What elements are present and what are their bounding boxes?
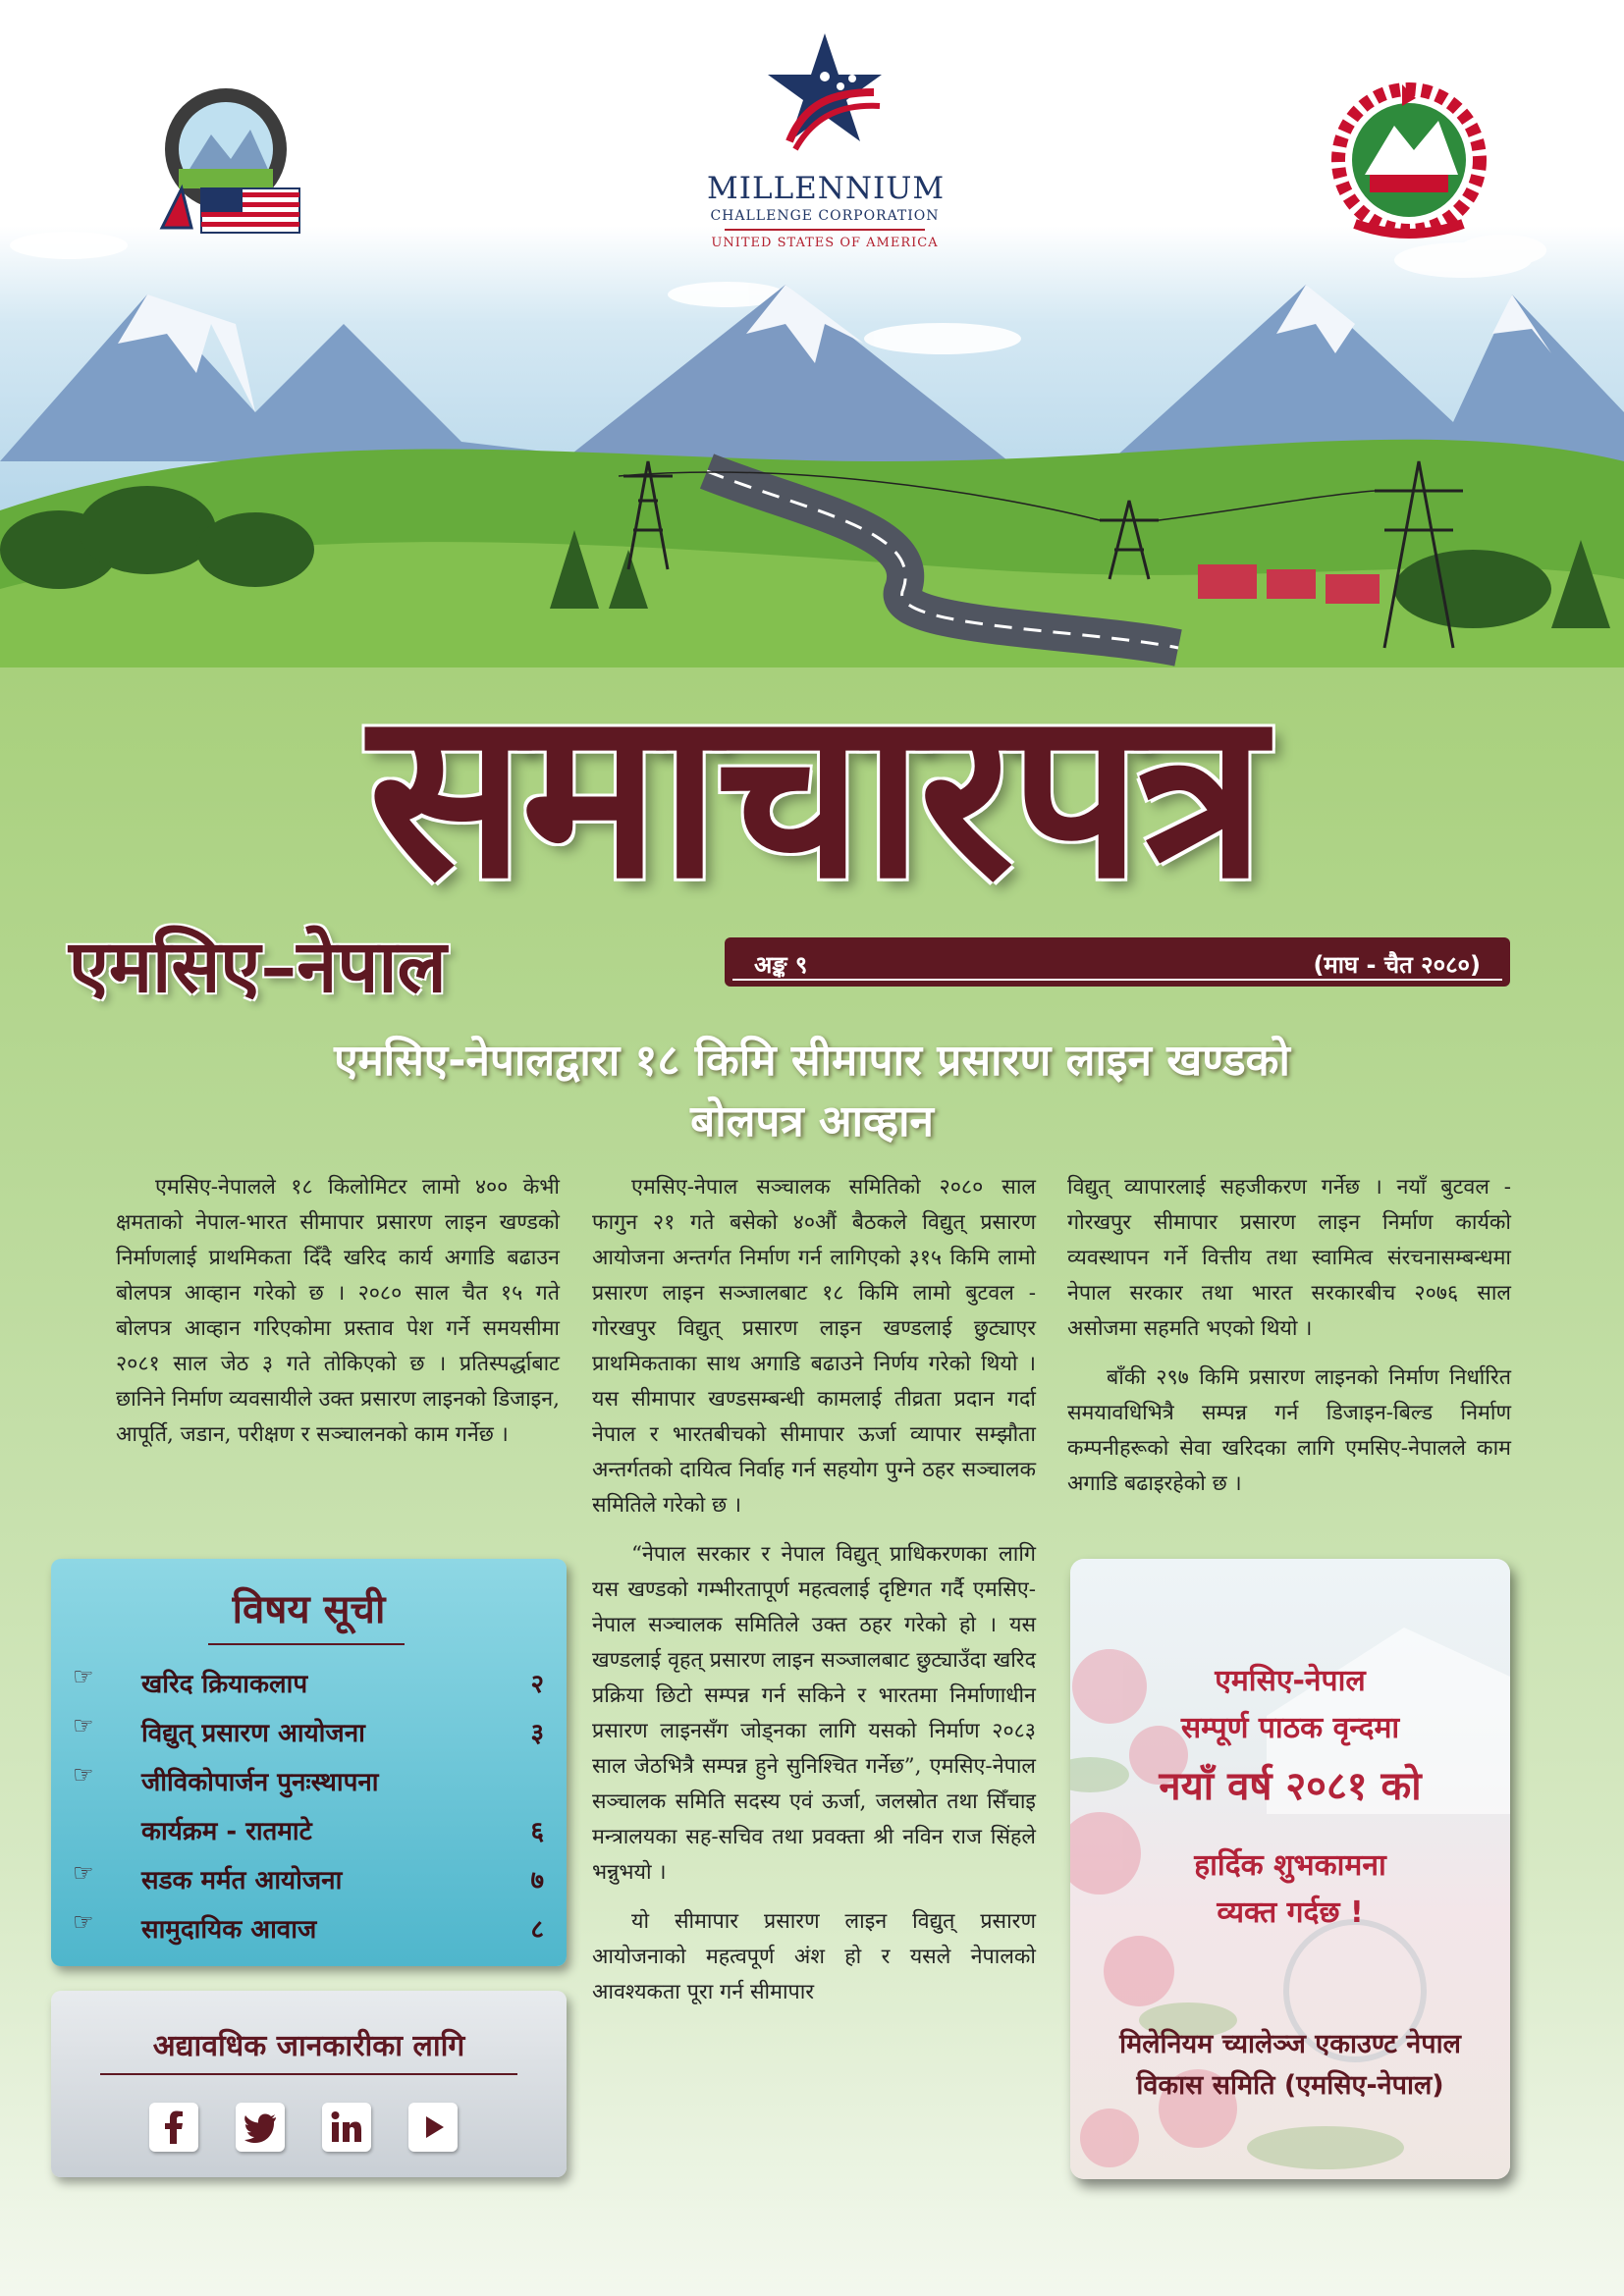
greeting-line2: सम्पूर्ण पाठक वृन्दमा (1180, 1711, 1400, 1745)
mcc-logo (707, 33, 946, 250)
greeting-line5: व्यक्त गर्दछ ! (1217, 1896, 1364, 1930)
pointing-hand-icon: ☞ (73, 1761, 94, 1789)
toc-item-page: ३ (530, 1719, 544, 1748)
mcc-star-icon (766, 33, 884, 161)
toc-item-continued[interactable] (73, 1806, 544, 1853)
masthead-subtitle: एमसिए–नेपाल (69, 925, 447, 1009)
toc-item[interactable] (73, 1708, 544, 1755)
toc-item-page: ७ (530, 1866, 544, 1896)
greeting-line3: नयाँ वर्ष २०८१ को (1159, 1764, 1422, 1809)
pointing-hand-icon: ☞ (73, 1663, 94, 1690)
article-column-3 (1067, 1170, 1511, 1516)
toc-title-underline (208, 1643, 405, 1645)
pointing-hand-icon: ☞ (73, 1908, 94, 1936)
youtube-icon[interactable] (408, 2103, 458, 2152)
article-paragraph: बाँकी २९७ किमि प्रसारण लाइनको निर्माण निर्धारित समयावधिभित्रै सम्पन्न गर्न डिजाइन-बिल्ड निर्माण कम्पनीहरूको सेवा खरिदका लागि एमसिए-नेपालले काम अगाडि बढाइरहेको छ । (1067, 1365, 1511, 1496)
mcc-logo-divider (725, 229, 925, 231)
toc-title: विषय सूची (232, 1587, 386, 1632)
headline-line1: एमसिए-नेपालद्वारा १८ किमि सीमापार प्रसारण लाइन खण्डको (334, 1036, 1290, 1086)
issue-number: अङ्क ९ (754, 951, 808, 979)
pointing-hand-icon: ☞ (73, 1859, 94, 1887)
article-paragraph: विद्युत् व्यापारलाई सहजीकरण गर्नेछ । नयाँ बुटवल - गोरखपुर सीमापार प्रसारण लाइन निर्माण कार्यको व्यवस्थापन गर्ने वित्तीय तथा स्वामित्व संरचनासम्बन्धमा नेपाल सरकार तथा भारत सरकारबीच २०७६ साल असोजमा सहमति भएको थियो । (1067, 1175, 1511, 1341)
toc-item[interactable] (73, 1855, 544, 1902)
toc-item-page: ६ (530, 1817, 544, 1846)
toc-item-page: २ (530, 1670, 544, 1699)
greeting-line1: एमसिए-नेपाल (1215, 1664, 1366, 1698)
greeting-line4: हार्दिक शुभकामना (1194, 1848, 1386, 1883)
toc-item[interactable] (73, 1757, 544, 1804)
social-media-box (51, 1991, 567, 2177)
headline-line2: बोलपत्र आव्हान (690, 1096, 934, 1147)
linkedin-icon[interactable] (322, 2103, 371, 2152)
table-of-contents (51, 1559, 567, 1966)
article-paragraph: “नेपाल सरकार र नेपाल विद्युत् प्राधिकरणका लागि यस खण्डको गम्भीरतापूर्ण महत्वलाई दृष्टिगत गर्दै एमसिए-नेपाल सञ्चालक समितिले उक्त ठहर गरेको हो । यस खण्डलाई वृहत् प्रसारण लाइन सञ्जालबाट छुट्याउँदा खरिद प्रक्रिया छिटो सम्पन्न गर्न सकिने र भारतमा निर्माणाधीन प्रसारण लाइनसँग जोड्नका लागि यसको निर्माण २०८३ साल जेठभित्रै सम्पन्न हुने सुनिश्चित गर्नेछ”, एमसिए-नेपाल सञ्चालक समिति सदस्य एवं ऊर्जा, जलस्रोत तथा सिँचाइ मन्त्रालयका सह-सचिव तथा प्रवक्ता श्री नविन राज सिंहले भन्नुभयो । (592, 1542, 1036, 1885)
article-column-2 (592, 1170, 1036, 2024)
mcc-logo-line2: CHALLENGE CORPORATION (710, 208, 940, 224)
article-headline (147, 1031, 1477, 1152)
greeting-org-line2: विकास समिति (एमसिए-नेपाल) (1136, 2070, 1444, 2101)
issue-bar-rule (732, 979, 1502, 981)
toc-item-label: सडक मर्मत आयोजना (141, 1866, 343, 1896)
article-column-1 (116, 1170, 560, 1467)
article-paragraph: एमसिए-नेपालले १८ किलोमिटर लामो ४०० केभी क्षमताको नेपाल-भारत सीमापार प्रसारण लाइन खण्डको निर्माणलाई प्राथमिकता दिँदै खरिद कार्य अगाडि बढाउन बोलपत्र आव्हान गरेको छ । २०८० साल चैत १५ गते बोलपत्र आव्हान गरिएकोमा प्रस्ताव पेश गर्ने समयसीमा २०८१ साल जेठ ३ गते तोकिएको छ । प्रतिस्पर्द्धाबाट छानिने निर्माण व्यवसायीले उक्त प्रसारण लाइनको डिजाइन, आपूर्ति, जडान, परीक्षण र सञ्चालनको काम गर्नेछ । (116, 1175, 560, 1447)
toc-item-label: विद्युत् प्रसारण आयोजना (141, 1719, 365, 1748)
mcc-logo-line3: UNITED STATES OF AMERICA (711, 236, 939, 250)
mcc-logo-line1: MILLENNIUM (707, 171, 946, 206)
toc-item-label: कार्यक्रम - रातमाटे (141, 1817, 312, 1846)
social-title-underline (100, 2073, 517, 2075)
social-title: अद्यावधिक जानकारीका लागि (152, 2029, 465, 2063)
greeting-org-line1: मिलेनियम च्यालेञ्ज एकाउण्ट नेपाल (1119, 2029, 1461, 2059)
toc-item[interactable] (73, 1659, 544, 1706)
mca-nepal-logo (133, 80, 319, 238)
article-paragraph: एमसिए-नेपाल सञ्चालक समितिको २०८० साल फागुन २१ गते बसेको ४०औं बैठकले विद्युत् प्रसारण आयोजना अन्तर्गत निर्माण गर्न लागिएको ३१५ किमि लामो प्रसारण लाइन सञ्जालबाट १८ किमि लामो बुटवल - गोरखपुर विद्युत् प्रसारण लाइन खण्डलाई छुट्याएर प्राथमिकताका साथ अगाडि बढाउने निर्णय गरेको थियो । यस सीमापार खण्डसम्बन्धी कामलाई तीव्रता प्रदान गर्दा नेपाल र भारतबीचको सीमापार ऊर्जा व्यापार सम्झौता अन्तर्गतको दायित्व निर्वाह गर्न सहयोग पुग्ने ठहर सञ्चालक समितिले गरेको छ । (592, 1175, 1036, 1518)
pointing-hand-icon: ☞ (73, 1712, 94, 1739)
issue-bar (725, 937, 1510, 987)
facebook-icon[interactable] (149, 2103, 198, 2152)
issue-period: (माघ - चैत २०८०) (1313, 951, 1481, 979)
article-paragraph: यो सीमापार प्रसारण लाइन विद्युत् प्रसारण आयोजनाको महत्वपूर्ण अंश हो र यसले नेपालको आवश्यकता पूरा गर्न सीमापार (592, 1909, 1036, 2004)
toc-item-label: खरिद क्रियाकलाप (141, 1670, 308, 1699)
masthead-title: समाचारपत्र (368, 660, 1262, 930)
toc-item-label: जीविकोपार्जन पुनःस्थापना (141, 1768, 379, 1797)
toc-item-page: ८ (530, 1915, 544, 1945)
twitter-icon[interactable] (236, 2103, 285, 2152)
nepal-government-emblem (1316, 77, 1502, 243)
new-year-greeting-card (1070, 1559, 1510, 2179)
toc-item-label: सामुदायिक आवाज (141, 1915, 317, 1945)
toc-item[interactable] (73, 1904, 544, 1951)
